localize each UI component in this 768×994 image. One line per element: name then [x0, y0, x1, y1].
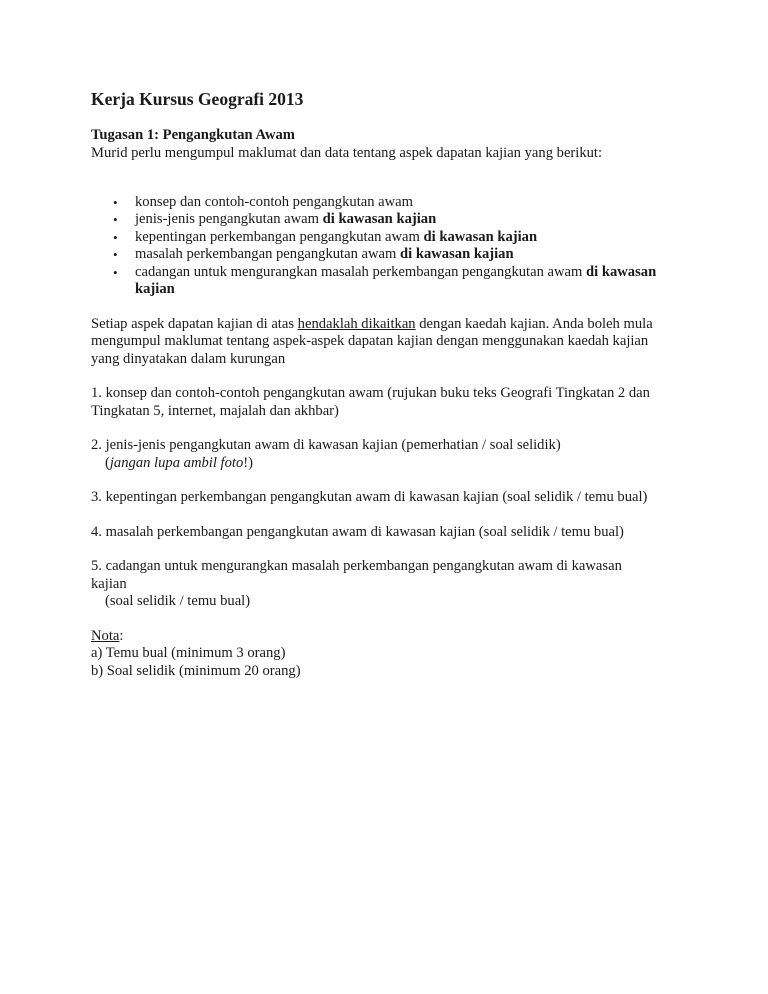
emphasis-underline: hendaklah dikaitkan	[297, 315, 416, 332]
list-item-emphasis: di kawasan kajian	[322, 211, 437, 227]
list-item-text: cadangan untuk mengurangkan masalah perkembangan pengangkutan awam	[135, 263, 587, 280]
bullet-icon: •	[113, 212, 118, 227]
note-label: Nota	[91, 627, 120, 644]
item-text: kajian	[91, 575, 127, 592]
list-item	[91, 246, 691, 264]
bullet-icon: •	[113, 194, 118, 210]
intro-paragraph: Murid perlu mengumpul maklumat dan data tentang aspek dapatan kajian yang berikut:	[91, 145, 603, 161]
italic-note: jangan lupa ambil foto	[109, 454, 244, 471]
item-3: 3. kepentingan perkembangan pengangkutan awam di kawasan kajian (soal selidik / temu bual)	[91, 489, 648, 505]
list-item	[91, 211, 691, 229]
item-5	[91, 558, 691, 611]
item-1	[91, 385, 691, 420]
paren-open: (	[105, 454, 110, 471]
note-item: a) Temu bual (minimum 3 orang)	[91, 645, 286, 661]
instruction-text: yang dinyatakan dalam kurungan	[91, 350, 286, 367]
item-note	[91, 455, 253, 471]
item-text: Tingkatan 5, internet, majalah dan akhbar)	[91, 402, 339, 419]
task-heading: Tugasan 1: Pengangkutan Awam	[91, 127, 295, 143]
note-item: b) Soal selidik (minimum 20 orang)	[91, 662, 301, 679]
list-item-emphasis: di kawasan	[586, 263, 657, 280]
bullet-icon: •	[113, 264, 118, 280]
list-item-emphasis-continued: kajian	[135, 281, 175, 297]
item-4: 4. masalah perkembangan pengangkutan awam di kawasan kajian (soal selidik / temu bual)	[91, 523, 624, 540]
bullet-icon: •	[113, 247, 118, 262]
paren-close: !)	[243, 454, 253, 471]
item-text: 2. jenis-jenis pengangkutan awam di kawasan kajian (pemerhatian / soal selidik)	[91, 437, 561, 453]
document-title: Kerja Kursus Geografi 2013	[91, 89, 304, 109]
list-item-text: jenis-jenis pengangkutan awam	[135, 211, 323, 227]
list-item	[91, 194, 691, 212]
list-item-emphasis: di kawasan kajian	[423, 228, 538, 245]
list-item-text: masalah perkembangan pengangkutan awam	[135, 246, 401, 262]
list-item-text: kepentingan perkembangan pengangkutan awam	[135, 228, 424, 245]
list-item	[91, 264, 691, 299]
list-item-text: konsep dan contoh-contoh pengangkutan awam	[135, 193, 414, 210]
item-2	[91, 437, 691, 472]
list-item-emphasis: di kawasan kajian	[400, 246, 514, 262]
note-colon: :	[119, 627, 124, 644]
item-text: (soal selidik / temu bual)	[105, 593, 251, 609]
bullet-icon: •	[113, 229, 118, 245]
instruction-text: mengumpul maklumat tentang aspek-aspek dapatan kajian dengan menggunakan kaedah kajian	[91, 333, 649, 349]
aspect-list	[91, 194, 691, 299]
item-text: 5. cadangan untuk mengurangkan masalah perkembangan pengangkutan awam di kawasan	[91, 558, 622, 574]
item-text: 1. konsep dan contoh-contoh pengangkutan awam (rujukan buku teks Geografi Tingkatan 2 dan	[91, 385, 650, 401]
document-page	[91, 88, 691, 680]
instruction-text: dengan kaedah kajian. Anda boleh mula	[415, 315, 653, 332]
instruction-text: Setiap aspek dapatan kajian di atas	[91, 315, 298, 332]
note-block	[91, 628, 691, 681]
instruction-paragraph	[91, 316, 691, 369]
list-item	[91, 229, 691, 247]
